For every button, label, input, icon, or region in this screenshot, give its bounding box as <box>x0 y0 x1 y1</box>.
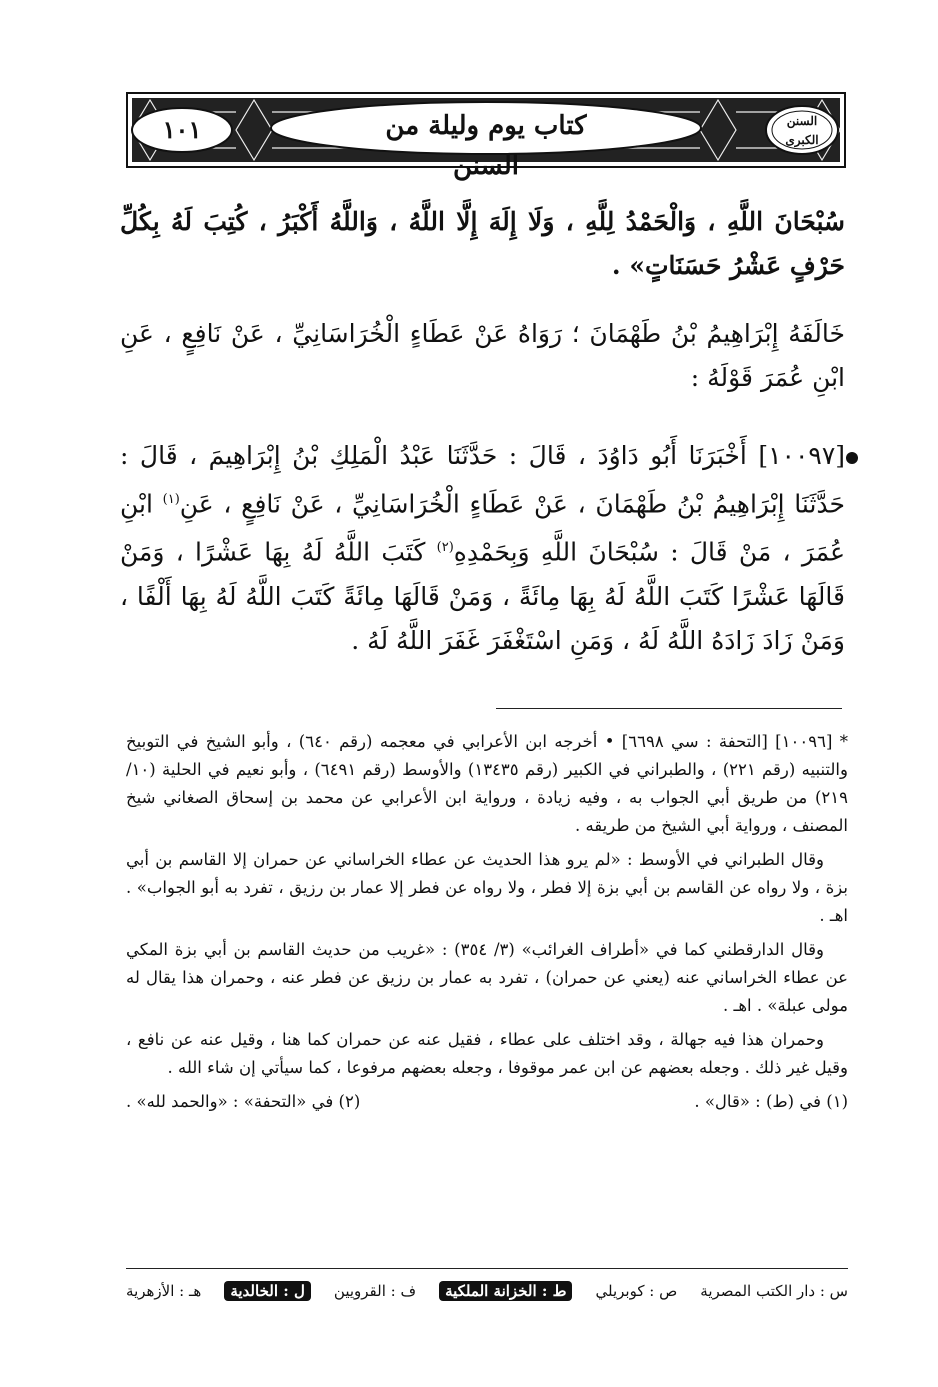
manuscript-key <box>126 1276 848 1306</box>
note-takhrij: * [١٠٠٩٦] [التحفة : سي ٦٦٩٨] • أخرجه ابن الأعرابي في معجمه (رقم ٦٤٠) ، وأبو الشيخ في التوبيخ والتنبيه (رقم ٢٢١) ، والطبراني في الكبير (رقم ١٣٤٣٥) والأوسط (رقم ٦٤٩١) ، وأبو نعيم في الحلية (١٠/ ٢١٩) من طريق أبي الجواب به ، وفيه زيادة ، ورواية ابن الأعرابي عن محمد بن إسحاق الصغاني شيخ المصنف ، ورواية أبي الشيخ من طريقه . <box>126 732 848 835</box>
footnotes <box>126 728 848 1116</box>
variant-footnotes <box>126 1088 848 1116</box>
hadith-text-part1: أَخْبَرَنَا أَبُو دَاوُدَ ، قَالَ : حَدَّثَنَا عَبْدُ الْمَلِكِ بْنُ إِبْرَاهِيمَ ، قَالَ : حَدَّثَنَا إِبْرَاهِيمُ بْنُ طَهْمَانَ ، عَنْ عَطَاءٍ الْخُرَاسَانِيِّ ، عَنْ نَافِعٍ ، عَنِ <box>120 441 845 519</box>
page-number: ١٠١ <box>162 115 202 144</box>
key-sad: ص : كوبريلي <box>595 1282 678 1300</box>
hadith-10097 <box>120 434 845 663</box>
hadith-text-part3: كَتَبَ اللَّهُ لَهُ بِهَا عَشْرًا ، وَمَنْ قَالَهَا عَشْرًا كَتَبَ اللَّهُ لَهُ بِهَا مِائَةً ، وَمَنْ قَالَهَا مِائَةً كَتَبَ اللَّهُ لَهُ بِهَا أَلْفًا ، وَمَنْ زَادَ زَادَهُ اللَّهُ لَهُ ، وَمَنِ اسْتَغْفَرَ غَفَرَ اللَّهُ لَهُ . <box>120 537 845 655</box>
note-daraqutni: وقال الدارقطني كما في «أطراف الغرائب» (٣/ ٣٥٤) : «غريب من حديث القاسم بن أبي بزة المكي عن عطاء الخراساني عنه (يعني عن حمران) ، تفرد به عمار بن رزيق عن فطر عنه ، وحمران هذا يقال له مولى عبلة» . اهـ . <box>126 940 848 1015</box>
footnote-ref-2: (٢) <box>436 540 454 556</box>
book-title: كتاب يوم وليلة من السنن <box>385 111 587 181</box>
key-ha: هـ : الأزهرية <box>126 1282 202 1300</box>
hadith-number: [١٠٠٩٧] <box>758 441 846 470</box>
bullet-icon <box>846 452 858 464</box>
note-tabarani: وقال الطبراني في الأوسط : «لم يرو هذا الحديث عن عطاء الخراساني عن حمران إلا القاسم بن أبي بزة ، ولا رواه عن القاسم بن أبي بزة إلا فطر ، ولا رواه عن فطر إلا عمار بن رزيق ، تفرد به أبو الجواب» . اهـ . <box>126 850 848 925</box>
note-humran: وحمران هذا فيه جهالة ، وقد اختلف على عطاء ، فقيل عنه عن حمران كما هنا ، وقيل عنه عن نافع ، وقيل غير ذلك . وجعله بعضهم عن ابن عمر موقوفا ، وجعله بعضهم مرفوعا ، كما سيأتي إن شاء الله . <box>126 1030 848 1077</box>
key-lam: ل : الخالدية <box>224 1281 311 1301</box>
narration-note: خَالَفَهُ إِبْرَاهِيمُ بْنُ طَهْمَانَ ؛ رَوَاهُ عَنْ عَطَاءٍ الْخُرَاسَانِيِّ ، عَنْ نَافِعٍ ، عَنِ ابْنِ عُمَرَ قَوْلَهُ : <box>120 319 845 392</box>
footnote-divider <box>496 708 842 709</box>
footnote-ref-1: (١) <box>162 492 180 507</box>
key-ta: ط : الخزانة الملكية <box>439 1281 572 1301</box>
publisher-logo: السنن الكبرى <box>785 114 819 147</box>
page-header <box>126 92 846 181</box>
key-sin: س : دار الكتب المصرية <box>700 1282 848 1300</box>
key-fa: ف : القرويين <box>333 1282 417 1300</box>
hadith-text-continuation: سُبْحَانَ اللَّهِ ، وَالْحَمْدُ لِلَّهِ ، وَلَا إِلَهَ إِلَّا اللَّهُ ، وَاللَّهُ أَكْبَرُ ، كُتِبَ لَهُ بِكُلِّ حَرْفٍ عَشْرُ حَسَنَاتٍ» . <box>120 207 845 280</box>
footnote-2: (٢) في «التحفة» : «والحمد لله» . <box>126 1092 361 1111</box>
hadith-text-part2: ابْنِ عُمَرَ ، مَنْ قَالَ : سُبْحَانَ اللَّهِ وَبِحَمْدِهِ <box>120 489 845 567</box>
footnote-1: (١) في (ط) : «قال» . <box>694 1092 848 1111</box>
key-divider <box>126 1268 848 1269</box>
